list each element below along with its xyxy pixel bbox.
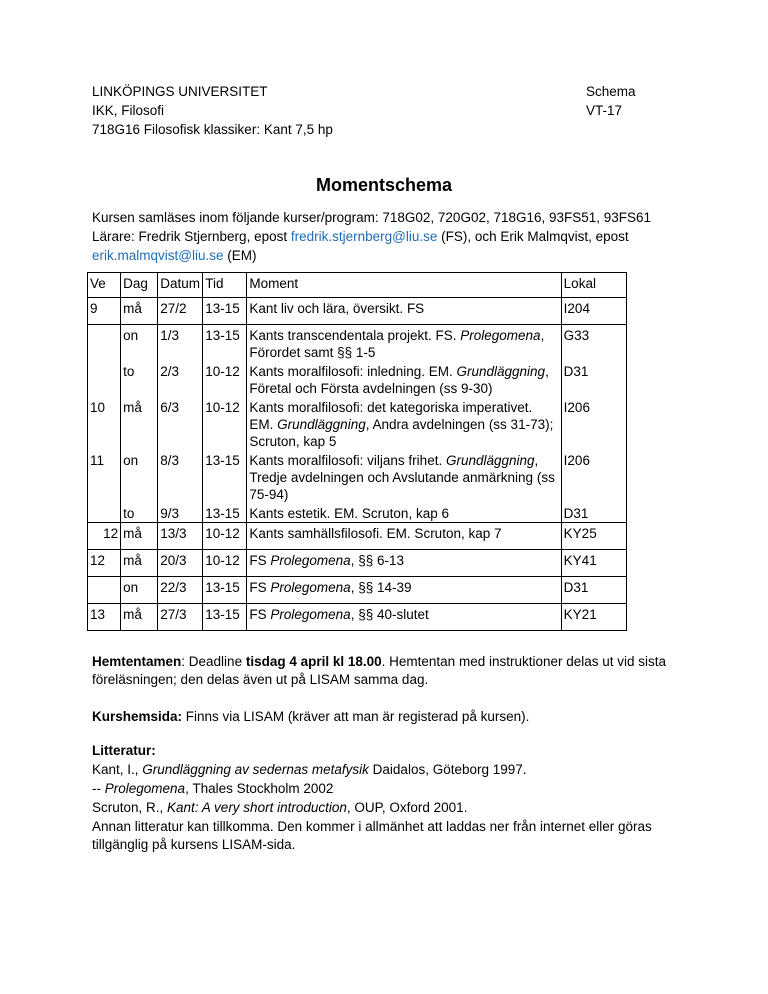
university-name: LINKÖPINGS UNIVERSITET: [92, 84, 268, 99]
col-header-datum: Datum: [158, 273, 203, 298]
intro-teachers-cont: erik.malmqvist@liu.se (EM): [92, 248, 257, 263]
table-row: on 1/3 13-15 Kants transcendentala projekt. FS. Prolegomena, Förordet samt §§ 1-5 G33: [88, 325, 627, 362]
lit-item-1: Kant, I., Grundläggning av sedernas metafysik Daidalos, Göteborg 1997.: [92, 762, 527, 777]
intro-teachers: Lärare: Fredrik Stjernberg, epost fredrik.stjernberg@liu.se (FS), och Erik Malmqvist, epost: [92, 229, 629, 244]
table-row: 12 må 20/3 10-12 FS Prolegomena, §§ 6-13 KY41: [88, 550, 627, 577]
department: IKK, Filosofi: [92, 103, 165, 118]
header-right: [586, 83, 636, 121]
table-row: 13 må 27/3 13-15 FS Prolegomena, §§ 40-slutet KY21: [88, 604, 627, 631]
lit-item-3: Scruton, R., Kant: A very short introduction, OUP, Oxford 2001.: [92, 800, 468, 815]
intro: [92, 209, 692, 266]
litteratur-section: [92, 742, 692, 854]
table-row: 12 må 13/3 10-12 Kants samhällsfilosofi. EM. Scruton, kap 7 KY25: [88, 523, 627, 550]
table-row: 10 må 6/3 10-12 Kants moralfilosofi: det kategoriska imperativet. EM. Grundläggning, Andra avdelningen (ss 31-73); Scruton, kap 5 I206: [88, 397, 627, 450]
col-header-moment: Moment: [247, 273, 561, 298]
term: VT-17: [586, 103, 623, 118]
col-header-dag: Dag: [121, 273, 158, 298]
col-header-lokal: Lokal: [561, 273, 626, 298]
doc-type: Schema: [586, 84, 636, 99]
table-row: 9 må 27/2 13-15 Kant liv och lära, översikt. FS I204: [88, 298, 627, 325]
col-header-tid: Tid: [203, 273, 247, 298]
intro-courses: Kursen samläses inom följande kurser/program: 718G02, 720G02, 718G16, 93FS51, 93FS61: [92, 210, 652, 225]
lit-note: Annan litteratur kan tillkomma. Den kommer i allmänhet att laddas ner från internet eller göras tillgänglig på kursens LISAM-sida.: [92, 819, 652, 852]
email-link-fs[interactable]: fredrik.stjernberg@liu.se: [290, 229, 438, 244]
page-title: Momentschema: [315, 175, 453, 195]
kurshemsida-label: Kurshemsida:: [92, 709, 183, 724]
col-header-ve: Ve: [88, 273, 121, 298]
header-left: [92, 83, 333, 140]
schedule-table: [87, 272, 627, 631]
hemtentamen-label: Hemtentamen: [92, 654, 182, 669]
table-row: 11 on 8/3 13-15 Kants moralfilosofi: viljans frihet. Grundläggning, Tredje avdelningen och Avslutande anmärkning (ss 75-94) I206: [88, 450, 627, 503]
lit-item-2: -- Prolegomena, Thales Stockholm 2002: [92, 781, 334, 796]
deadline: tisdag 4 april kl 18.00: [245, 654, 382, 669]
table-row: to 2/3 10-12 Kants moralfilosofi: inledning. EM. Grundläggning, Företal och Första avdelningen (ss 9-30) D31: [88, 361, 627, 397]
course-name: 718G16 Filosofisk klassiker: Kant 7,5 hp: [92, 122, 333, 137]
email-link-em[interactable]: erik.malmqvist@liu.se: [92, 248, 224, 263]
litteratur-label: Litteratur:: [92, 743, 156, 758]
table-row: on 22/3 13-15 FS Prolegomena, §§ 14-39 D31: [88, 577, 627, 604]
hemtentamen-section: Hemtentamen: Deadline tisdag 4 april kl 18.00. Hemtentan med instruktioner delas ut vid sista föreläsningen; den delas även ut på LISAM samma dag.: [92, 654, 667, 687]
kurshemsida-section: Kurshemsida: Finns via LISAM (kräver att man är registerad på kursen).: [92, 709, 530, 724]
table-header-row: [88, 273, 627, 298]
table-row: to 9/3 13-15 Kants estetik. EM. Scruton, kap 6 D31: [88, 503, 627, 523]
